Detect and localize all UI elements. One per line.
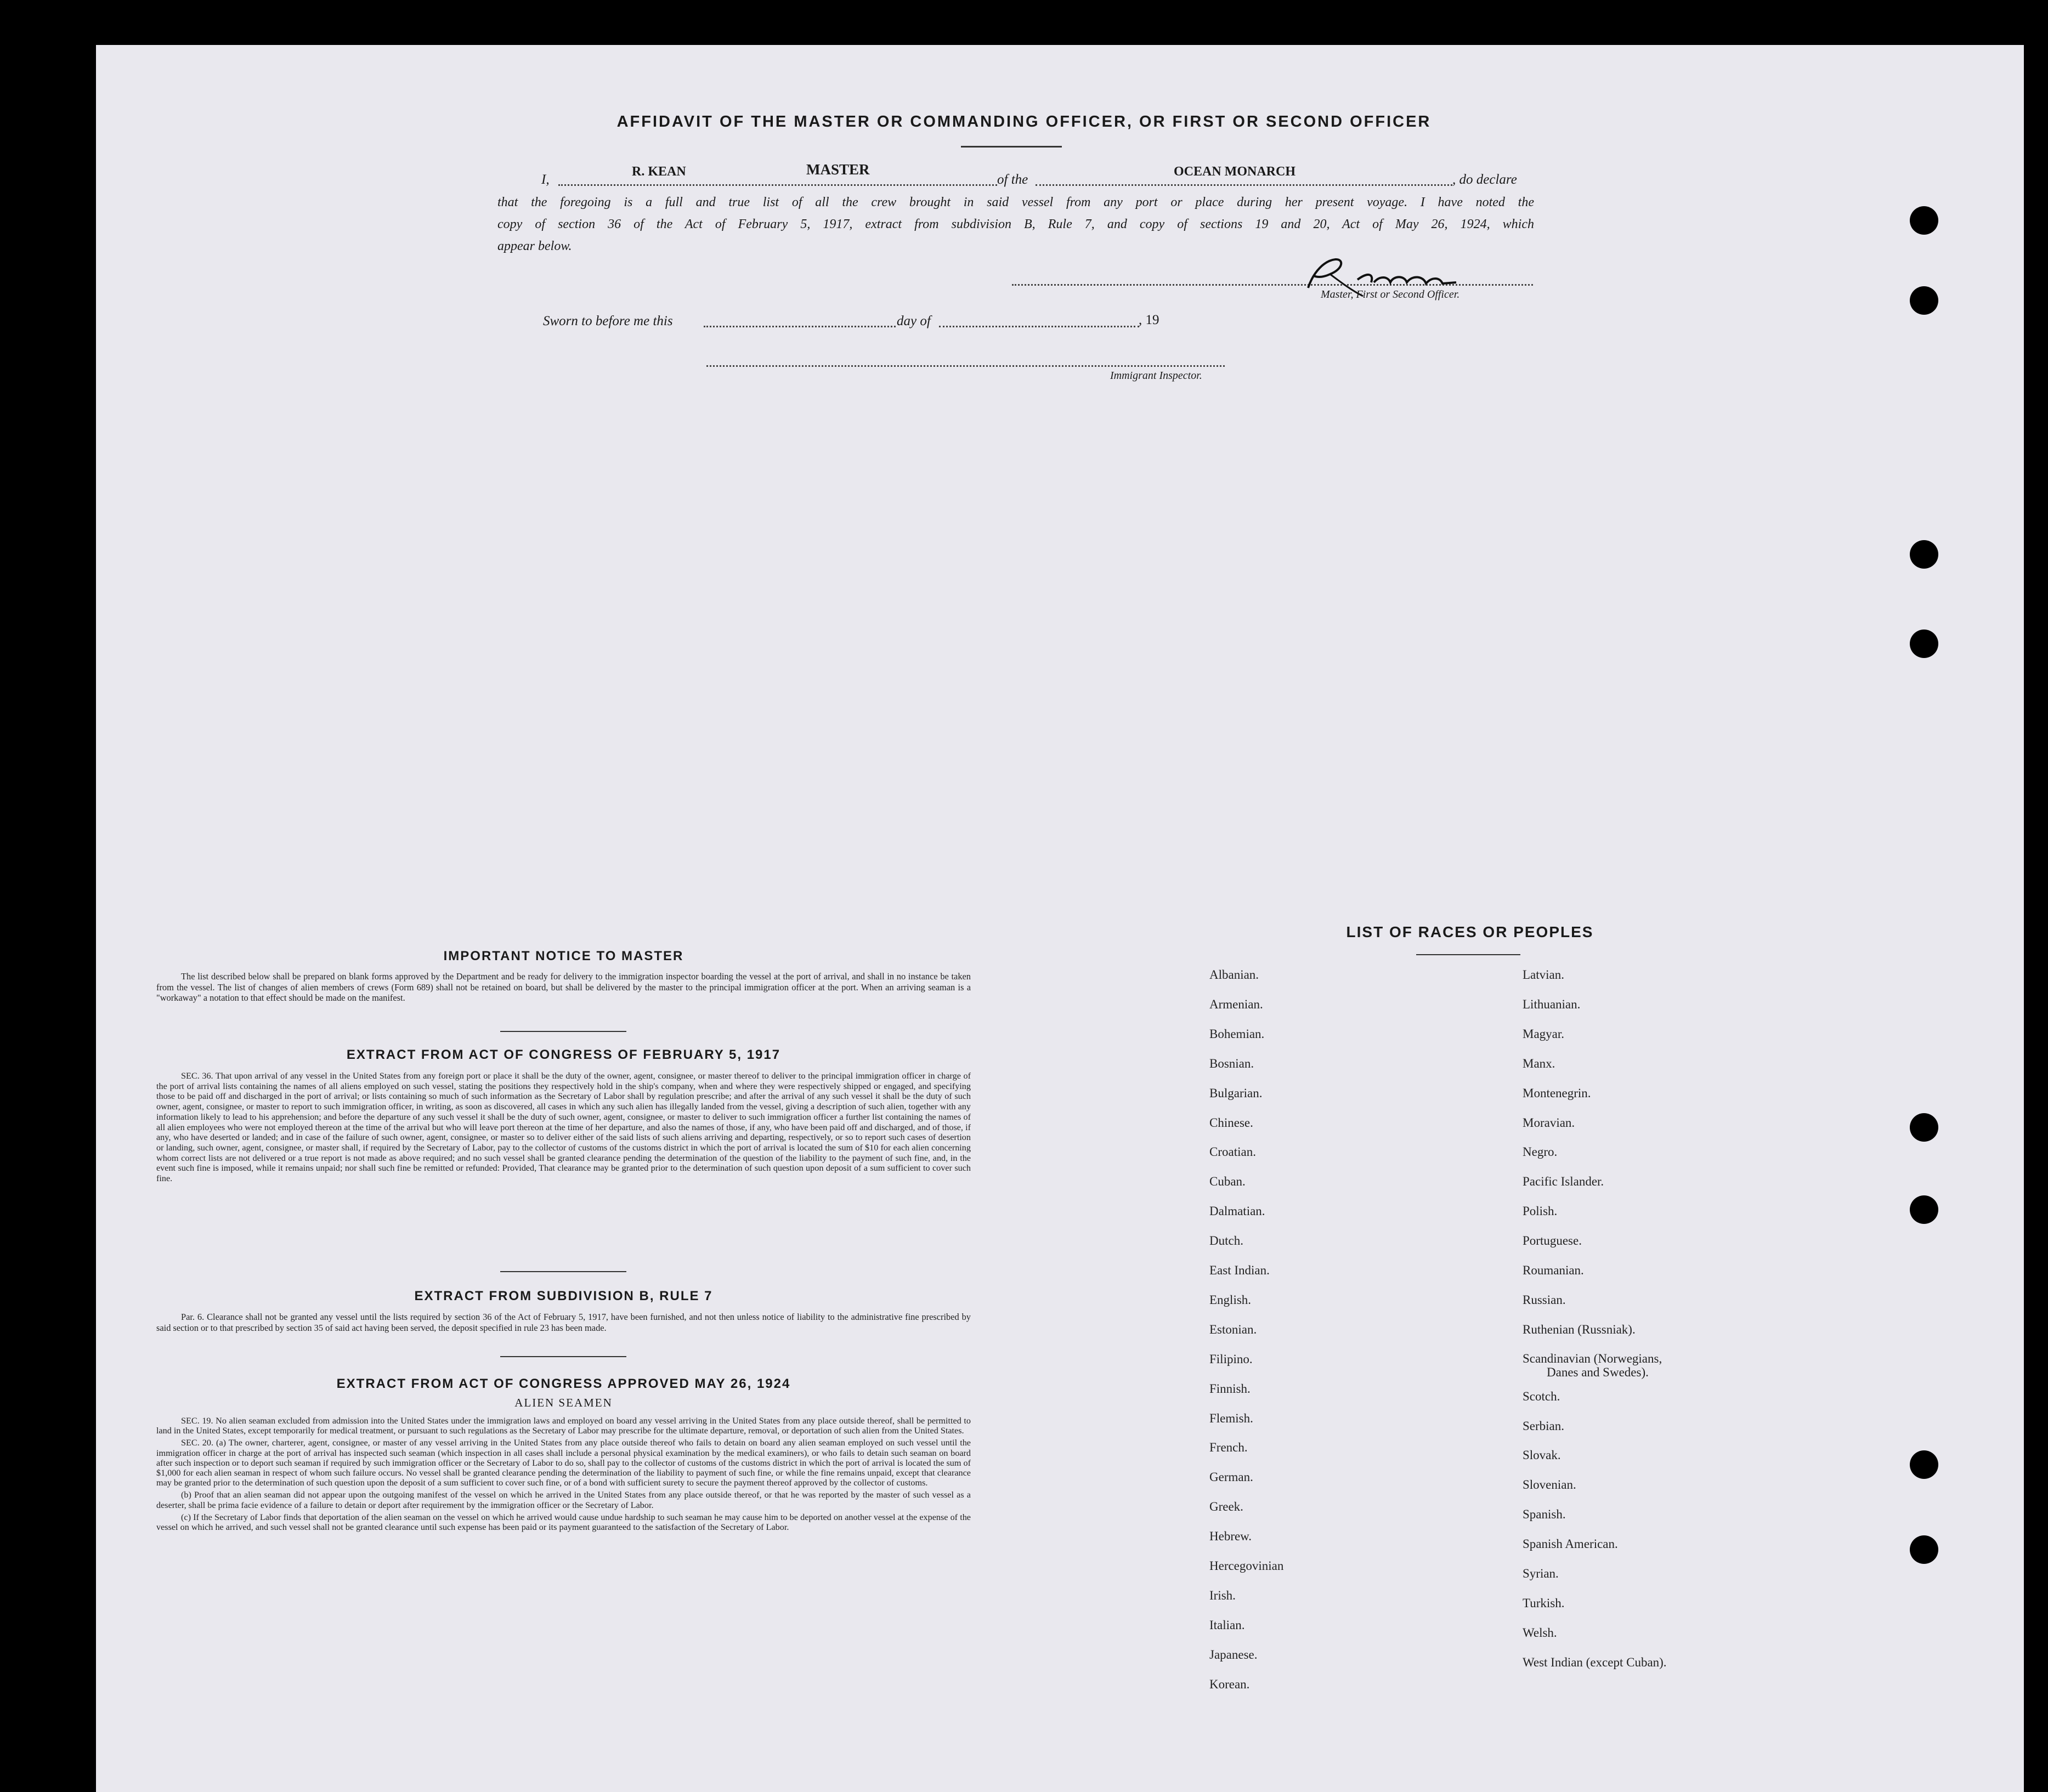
alien-seamen-subtitle: ALIEN SEAMEN — [514, 1396, 613, 1409]
race-item: Ruthenian (Russniak). — [1523, 1322, 1636, 1336]
races-divider — [1416, 954, 1520, 955]
race-item: Dutch. — [1209, 1234, 1243, 1248]
rule-7-title: EXTRACT FROM SUBDIVISION B, RULE 7 — [414, 1289, 713, 1303]
race-item: Bohemian. — [1209, 1027, 1265, 1041]
officer-rank: MASTER — [806, 161, 870, 178]
notice-paragraph: The list described below shall be prepared on blank forms approved by the Department and be ready for delivery to the immigration inspector boarding the vessel at the port of arrival, and shall in no instance be taken from the vessel. The list of changes of alien members of crews (Form 689) shall not be retained on board, but shall be delivered by the master to the principal immigration officer at the port. When an arriving seaman is a "workaway" a notation to that effect should be made on the manifest. — [156, 971, 971, 1003]
extract-1917-text — [156, 1071, 971, 1186]
sworn-label: Sworn to before me this — [543, 314, 673, 328]
section-divider — [500, 1271, 626, 1272]
race-item: Filipino. — [1209, 1352, 1253, 1366]
par-6-paragraph: Par. 6. Clearance shall not be granted any vessel until the lists required by section 36 of the Act of February 5, 1917, have been furnished, and not then unless notice of liability to the administrative fine prescribed by said section or to that prescribed by section 35 of said act having been served, the deposit specified in rule 23 has been made. — [156, 1312, 971, 1333]
race-item: Russian. — [1523, 1292, 1566, 1307]
section-divider — [500, 1031, 626, 1032]
race-item: Japanese. — [1209, 1647, 1258, 1661]
race-item: Pacific Islander. — [1523, 1175, 1604, 1189]
binder-hole — [1910, 286, 1938, 315]
vessel-fill-line — [1036, 184, 1452, 186]
binder-hole — [1910, 1535, 1938, 1564]
race-item: Welsh. — [1523, 1625, 1557, 1640]
race-item: Bosnian. — [1209, 1056, 1254, 1070]
race-item: Finnish. — [1209, 1381, 1251, 1396]
race-item: Turkish. — [1523, 1596, 1565, 1610]
race-item: East Indian. — [1209, 1263, 1270, 1277]
race-item: West Indian (except Cuban). — [1523, 1655, 1667, 1669]
year-label: , 19 — [1139, 313, 1159, 327]
race-item: Lithuanian. — [1523, 997, 1581, 1011]
affidavit-line-3: copy of section 36 of the Act of February 5, 1917, extract from subdivision B, Rule 7, and copy of sections 19 and 20, Act of May 26, 1924, which — [497, 217, 1534, 231]
race-item: Chinese. — [1209, 1115, 1253, 1130]
binder-hole — [1910, 1113, 1938, 1142]
race-item: French. — [1209, 1441, 1248, 1455]
race-item: Hebrew. — [1209, 1529, 1252, 1544]
race-item: Estonian. — [1209, 1322, 1257, 1336]
day-of-label: day of — [897, 314, 931, 328]
race-item: Albanian. — [1209, 968, 1259, 982]
binder-hole — [1910, 1450, 1938, 1479]
sec-20a-paragraph: SEC. 20. (a) The owner, charterer, agent, consignee, or master of any vessel arriving in the United States from any place outside thereof who fails to detain on board any alien seaman employed on such vessel until the immigration officer in charge at the port of arrival has inspected such seaman (which inspection in all cases shall include a personal physical examination by the medical examiners), or who fails to detain such seaman on board after such inspection or to deport such seaman if required by such immigration officer or the Secretary of Labor to do so, shall pay to the collector of customs of the customs district in which the port of arrival is located the sum of $1,000 for each alien seaman in respect of whom such failure occurs. No vessel shall be granted clearance pending the determination of the liability to payment of such fine, or while the fine remains unpaid, except that clearance may be granted prior to the determination of such question upon the deposit of a sum sufficient to cover such fine, or of a bond with sufficient surety to secure the payment thereof approved by the collector of customs. — [156, 1438, 971, 1488]
race-item: English. — [1209, 1292, 1252, 1307]
race-item: Negro. — [1523, 1145, 1558, 1159]
races-title: LIST OF RACES OR PEOPLES — [1346, 923, 1594, 940]
section-36-paragraph: SEC. 36. That upon arrival of any vessel in the United States from any foreign port or place it shall be the duty of the owner, agent, consignee, or master thereof to deliver to the principal immigration officer in charge of the port of arrival lists containing the names of all aliens employed on such vessel, stating the positions they respectively hold in the ship's company, when and where they were respectively shipped or engaged, and specifying those to be paid off and discharged in the port of arrival; or lists containing so much of such information as the Secretary of Labor shall by regulation prescribe; and after the arrival of any such vessel it shall be the duty of such owner, agent, consignee, or master to report to such immigration officer, in writing, as soon as discovered, all cases in which any such alien has illegally landed from the vessel, giving a description of such alien, together with any information likely to lead to his apprehension; and before the departure of any such vessel it shall be the duty of such owner, agent, consignee, or master to deliver to such immigration officer a further list containing the names of all alien employees who were not employed thereon at the time of the arrival but who will leave port thereon at the time of her departure, and also the names of those, if any, who have been paid off and discharged, and of those, if any, who have deserted or landed; and in case of the failure of such owner, agent, consignee, or master so to deliver either of the said lists of such aliens arriving and departing, respectively, or so to report such cases of desertion or landing, such owner, agent, consignee, or master shall, if required by the Secretary of Labor, pay to the collector of customs of the customs district in which the port of arrival is located the sum of $10 for each alien concerning whom correct lists are not delivered or a true report is not made as above required; and no such vessel shall be granted clearance pending the determination of the question of the liability to the payment of such fine, and, in the event such fine is imposed, while it remains unpaid; nor shall such fine be remitted or refunded: Provided, That clearance may be granted prior to the determination of such question upon deposit of a sum sufficient to cover such fine. — [156, 1071, 971, 1184]
race-item: Hercegovinian — [1209, 1559, 1284, 1573]
binder-hole — [1910, 206, 1938, 235]
notice-title: IMPORTANT NOTICE TO MASTER — [443, 949, 684, 963]
extract-1924-text — [156, 1416, 971, 1534]
officer-name: R. KEAN — [632, 165, 686, 179]
race-item: Danes and Swedes). — [1547, 1365, 1649, 1379]
race-item: Cuban. — [1209, 1175, 1246, 1189]
sworn-month-line — [939, 326, 1139, 327]
of-the-label: of the — [997, 172, 1028, 187]
race-item: Korean. — [1209, 1677, 1250, 1691]
race-item: Slovak. — [1523, 1448, 1561, 1462]
race-item: Dalmatian. — [1209, 1204, 1265, 1218]
binder-hole — [1910, 630, 1938, 658]
vessel-name: OCEAN MONARCH — [1174, 165, 1295, 179]
sec-20b-paragraph: (b) Proof that an alien seaman did not appear upon the outgoing manifest of the vessel on which he arrived in the United States from any place outside thereof, or that he was reported by the master of such vessel as a deserter, shall be prima facie evidence of a failure to detain or deport after requirement by the immigration officer or the Secretary of Labor. — [156, 1490, 971, 1510]
binder-hole — [1910, 1195, 1938, 1224]
affidavit-title: AFFIDAVIT OF THE MASTER OR COMMANDING OFFICER, OR FIRST OR SECOND OFFICER — [616, 113, 1432, 131]
section-divider — [500, 1356, 626, 1357]
race-item: Irish. — [1209, 1588, 1236, 1602]
race-item: Portuguese. — [1523, 1234, 1582, 1248]
sec-19-paragraph: SEC. 19. No alien seaman excluded from admission into the United States under the immigration laws and employed on board any vessel arriving in the United States from any place outside thereof, shall be permitted to land in the United States, except temporarily for medical treatment, or pursuant to such regulations as the Secretary of Labor may prescribe for the ultimate departure, removal, or deportation of such alien from the United States. — [156, 1416, 971, 1436]
race-item: Magyar. — [1523, 1027, 1565, 1041]
race-item: Manx. — [1523, 1056, 1555, 1070]
affidavit-pronoun: I, — [541, 172, 550, 187]
race-item: Roumanian. — [1523, 1263, 1584, 1277]
race-item: Polish. — [1523, 1204, 1558, 1218]
signature-text: R Kean — [1292, 249, 1294, 250]
sworn-day-line — [704, 326, 896, 327]
race-item: Flemish. — [1209, 1411, 1253, 1425]
extract-1924-title: EXTRACT FROM ACT OF CONGRESS APPROVED MAY 26, 1924 — [336, 1376, 791, 1391]
rule-7-text — [156, 1312, 971, 1335]
affidavit-line-4: appear below. — [497, 239, 572, 253]
sec-20c-paragraph: (c) If the Secretary of Labor finds that deportation of the alien seaman on the vessel on which he arrived would cause undue hardship to such seaman he may cause him to be deported on another vessel at the expense of the vessel on which he arrived, and such vessel shall not be granted clearance until such expense has been paid or its payment guaranteed to the satisfaction of the Secretary of Labor. — [156, 1512, 971, 1533]
race-item: Greek. — [1209, 1500, 1243, 1514]
binder-hole — [1910, 540, 1938, 569]
affidavit-line-2: that the foregoing is a full and true list of all the crew brought in said vessel from any port or place during her present voyage. I have noted the — [497, 195, 1534, 209]
race-item: Croatian. — [1209, 1145, 1256, 1159]
name-fill-line — [558, 184, 997, 186]
race-item: Moravian. — [1523, 1115, 1575, 1130]
declare-label: , do declare — [1452, 172, 1517, 187]
race-item: Armenian. — [1209, 997, 1263, 1011]
race-item: Slovenian. — [1523, 1478, 1576, 1492]
race-item: Spanish American. — [1523, 1537, 1618, 1551]
race-item: Italian. — [1209, 1618, 1245, 1632]
race-item: Bulgarian. — [1209, 1086, 1263, 1100]
race-item: Scotch. — [1523, 1389, 1560, 1403]
race-item: Latvian. — [1523, 968, 1564, 982]
race-item: Serbian. — [1523, 1419, 1565, 1433]
inspector-caption: Immigrant Inspector. — [1110, 370, 1202, 382]
notice-text — [156, 971, 971, 1006]
title-divider — [961, 146, 1062, 148]
signature-caption: Master, First or Second Officer. — [1321, 288, 1460, 300]
race-item: Spanish. — [1523, 1507, 1566, 1522]
race-item: Syrian. — [1523, 1567, 1559, 1580]
inspector-line — [706, 365, 1225, 367]
race-item: German. — [1209, 1470, 1253, 1484]
extract-1917-title: EXTRACT FROM ACT OF CONGRESS OF FEBRUARY 5, 1917 — [346, 1047, 781, 1062]
race-item: Scandinavian (Norwegians, — [1523, 1352, 1662, 1365]
race-item: Montenegrin. — [1523, 1086, 1591, 1100]
